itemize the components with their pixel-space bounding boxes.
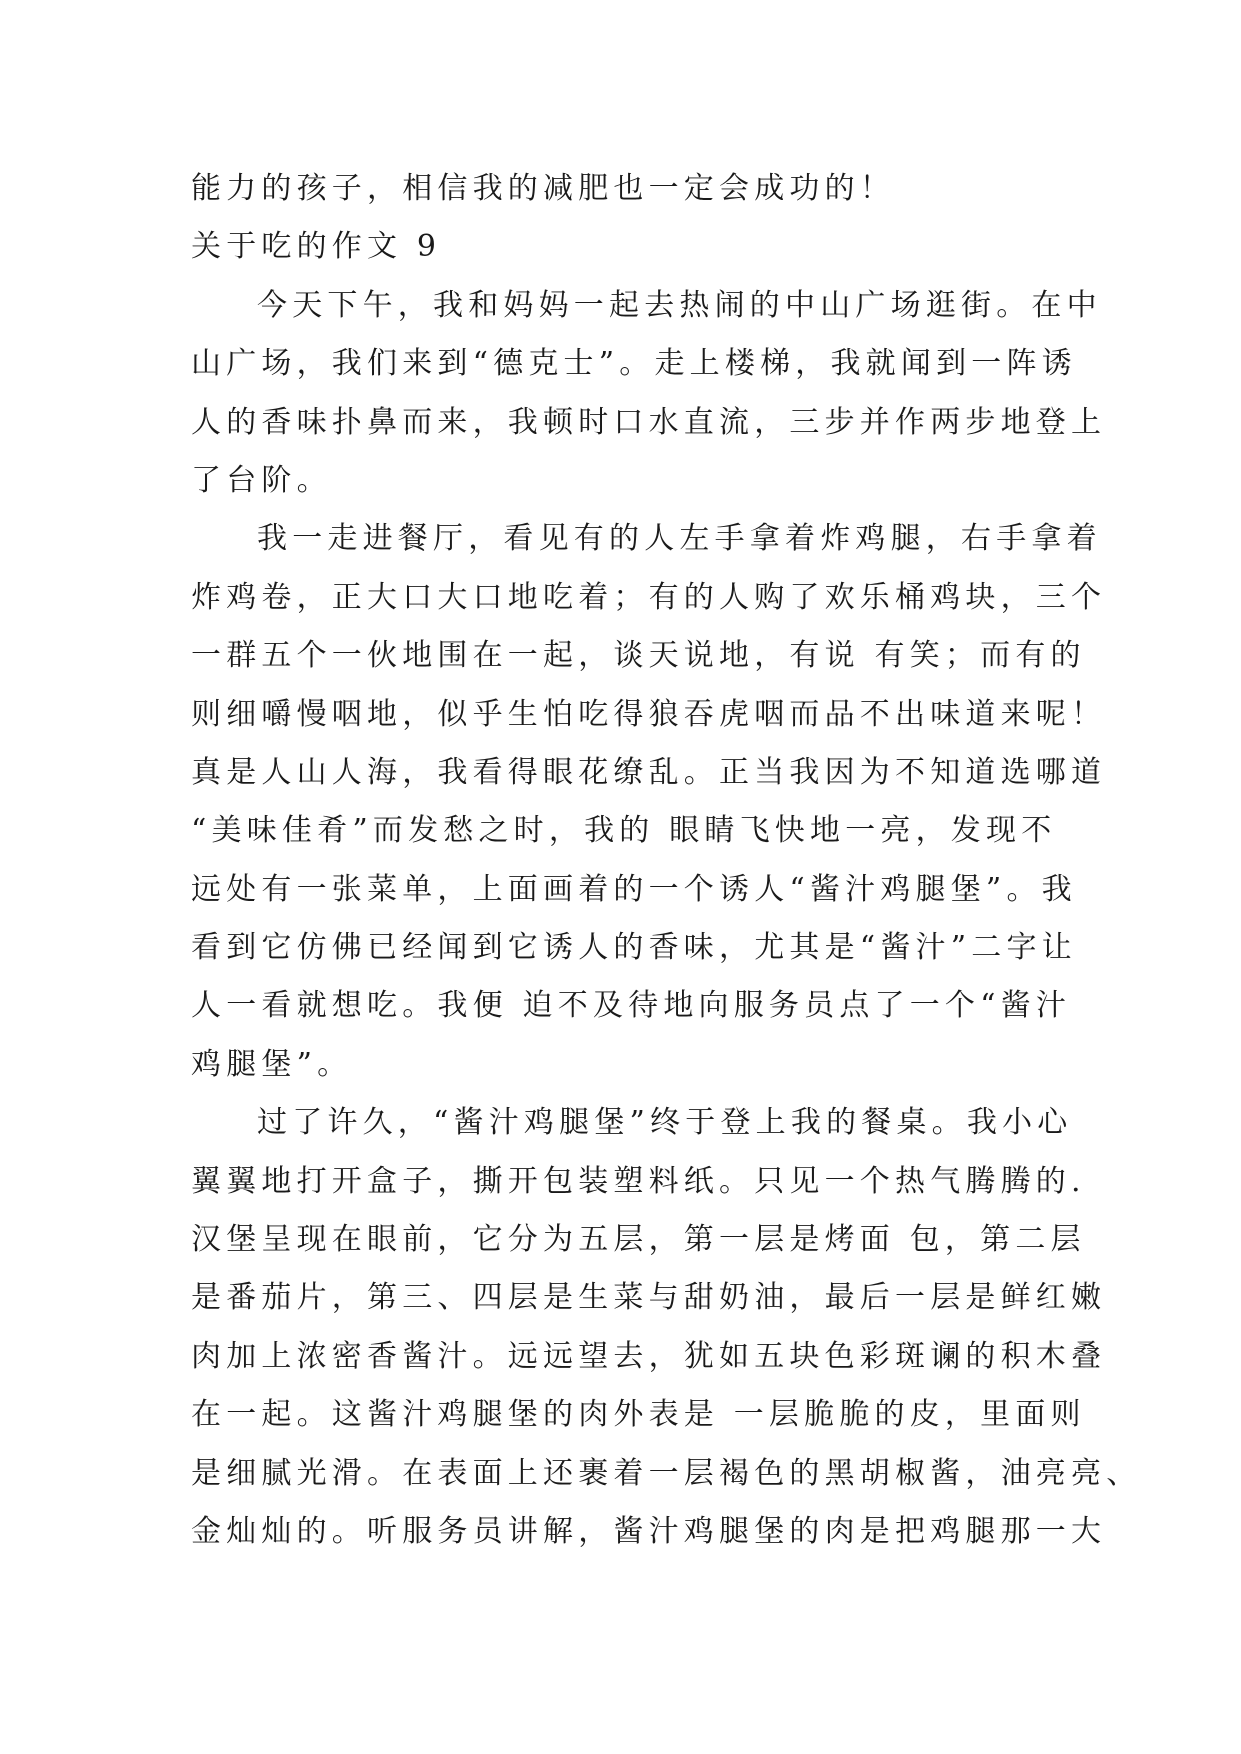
text-line: “美味佳肴”而发愁之时，我的 眼睛飞快地一亮，发现不 [191,813,1057,849]
paragraph-first-line: 过了许久，“酱汁鸡腿堡”终于登上我的餐桌。我小心 [257,1105,1073,1141]
text-line: 远处有一张菜单，上面画着的一个诱人“酱汁鸡腿堡”。我 [191,871,1077,907]
text-line: 看到它仿佛已经闻到它诱人的香味，尤其是“酱汁”二字让 [191,930,1077,966]
essay-body [191,160,1142,1561]
text-line: 炸鸡卷，正大口大口地吃着；有的人购了欢乐桶鸡块，三个 [191,579,1107,615]
text-line: 在一起。这酱汁鸡腿堡的肉外表是 一层脆脆的皮，里面则 [191,1397,1086,1433]
paragraph-first-line: 今天下午，我和妈妈一起去热闹的中山广场逛街。在中 [257,287,1102,323]
text-line: 真是人山人海，我看得眼花缭乱。正当我因为不知道选哪道 [191,754,1107,790]
text-line: 鸡腿堡”。 [191,1046,353,1082]
text-line: 肉加上浓密香酱汁。远远望去，犹如五块色彩斑谰的积木叠 [191,1338,1107,1374]
paragraph-first-line: 我一走进餐厅，看见有的人左手拿着炸鸡腿，右手拿着 [257,521,1102,557]
text-line: 人的香味扑鼻而来，我顿时口水直流，三步并作两步地登上 [191,404,1107,440]
text-line: 人一看就想吃。我便 迫不及待地向服务员点了一个“酱汁 [191,988,1072,1024]
text-line: 山广场，我们来到“德克士”。走上楼梯，我就闻到一阵诱 [191,346,1077,382]
text-line: 了台阶。 [191,462,332,498]
text-line: 金灿灿的。听服务员讲解，酱汁鸡腿堡的肉是把鸡腿那一大 [191,1513,1107,1549]
text-line: 是细腻光滑。在表面上还裹着一层褐色的黑胡椒酱，油亮亮、 [191,1455,1142,1491]
text-line: 一群五个一伙地围在一起，谈天说地，有说 有笑；而有的 [191,638,1086,674]
text-line: 是番茄片，第三、四层是生菜与甜奶油，最后一层是鲜红嫩 [191,1280,1107,1316]
text-line: 能力的孩子，相信我的减肥也一定会成功的！ [191,171,895,206]
text-line: 汉堡呈现在眼前，它分为五层，第一层是烤面 包，第二层 [191,1222,1086,1258]
text-line: 则细嚼慢咽地，似乎生怕吃得狼吞虎咽而品不出味道来呢！ [191,696,1107,732]
text-line: 翼翼地打开盒子，撕开包装塑料纸。只见一个热气腾腾的. [191,1163,1086,1199]
essay-heading: 关于吃的作文 9 [191,229,442,265]
